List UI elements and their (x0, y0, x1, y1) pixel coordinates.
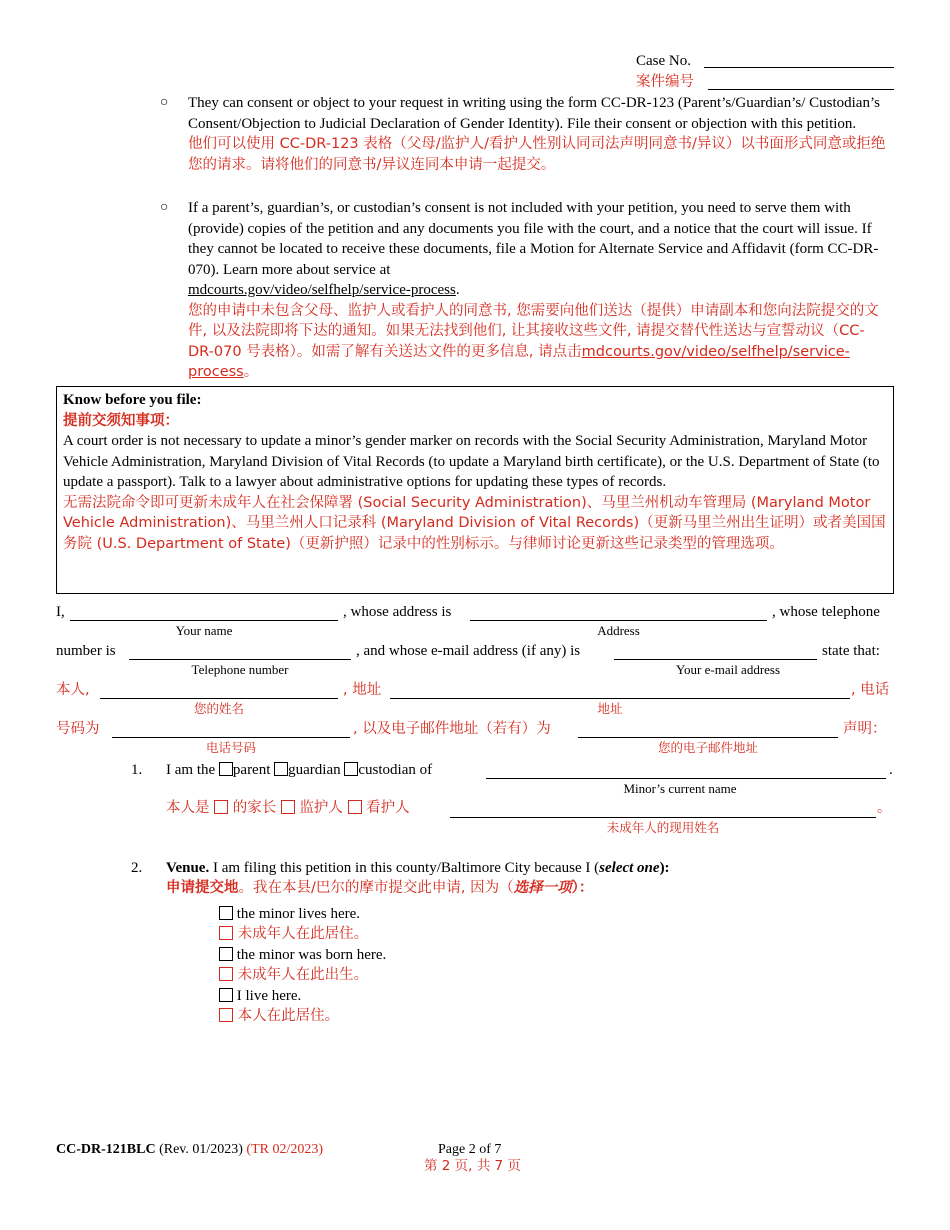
your-name-field-zh[interactable] (100, 698, 338, 699)
know-box-title: Know before you file: (63, 392, 202, 408)
know-before-you-file-box (56, 386, 894, 594)
your-name-caption-zh: 您的姓名 (193, 701, 244, 716)
bullet-service (188, 198, 888, 383)
number-is-label-zh: 号码为 (56, 721, 100, 737)
guardian-label: guardian (288, 762, 341, 778)
bullet-service-zh: 您的申请中未包含父母、监护人或看护人的同意书, 您需要向他们送达（提供）申请副本和您向法院提交的文件, 以及法院即将下达的通知。如果无法找到他们, 让其接收这些文件, 请提交替代性送达与宣誓动议（CC-DR-070 号表格）。如需了解有关送达文件的更多信息, 请点击mdcourts.gov/video/selfhelp/service-process。 (188, 302, 879, 380)
venue-label-zh: 申请提交地 (166, 880, 239, 896)
custodian-checkbox-zh[interactable] (348, 800, 362, 814)
state-that-label: state that: (822, 643, 880, 659)
address-caption-zh: 地址 (597, 701, 623, 716)
telephone-field[interactable] (129, 659, 351, 660)
minor-name-caption-zh: 未成年人的现用姓名 (606, 820, 720, 835)
venue-option-minor-lives (219, 905, 360, 924)
form-tr: (TR 02/2023) (246, 1142, 324, 1157)
item1-period-zh: 。 (877, 800, 892, 816)
number-is-label: number is (56, 643, 116, 659)
minor-born-label: the minor was born here. (236, 947, 387, 963)
custodian-label-zh: 看护人 (366, 800, 410, 816)
telephone-caption: Telephone number (191, 662, 289, 677)
minor-lives-checkbox[interactable] (219, 906, 233, 920)
your-name-caption: Your name (175, 623, 233, 638)
venue-option-i-live (219, 987, 301, 1006)
parent-checkbox-zh[interactable] (214, 800, 228, 814)
i-live-checkbox[interactable] (219, 988, 233, 1002)
whose-telephone-label: , whose telephone (772, 604, 880, 620)
case-no-field[interactable] (704, 67, 894, 68)
whose-address-label: , whose address is (343, 604, 452, 620)
guardian-label-zh: 监护人 (299, 800, 343, 816)
item1-row-zh (166, 799, 410, 818)
address-label-zh: , 地址 (343, 682, 382, 698)
parent-checkbox[interactable] (219, 762, 233, 776)
bullet-circle-icon: ○ (160, 95, 169, 110)
venue-question: Venue. I am filing this petition in this county/Baltimore City because I (select one): (166, 860, 670, 876)
bullet-consent-en: They can consent or object to your request in writing using the form CC-DR-123 (Parent’s/Guardian’s/ Custodian’s Consent/Objection to Judicial Declaration of Gender Identity). File their consent or objection with this petition. (188, 95, 880, 132)
form-id: CC-DR-121BLC (56, 1142, 156, 1157)
venue-option-i-live-zh (219, 1007, 339, 1026)
minor-name-field-zh[interactable] (450, 817, 876, 818)
and-email-label-zh: , 以及电子邮件地址（若有）为 (353, 721, 551, 737)
email-field-zh[interactable] (578, 737, 838, 738)
venue-option-minor-born (219, 946, 386, 965)
minor-lives-checkbox-zh[interactable] (219, 926, 233, 940)
i-label-zh: 本人, (56, 682, 90, 698)
page-number-zh: 第 2 页, 共 7 页 (424, 1158, 521, 1174)
address-field-zh[interactable] (390, 698, 850, 699)
i-live-label: I live here. (236, 988, 302, 1004)
and-email-label: , and whose e-mail address (if any) is (356, 643, 581, 659)
item1-number: 1. (131, 762, 143, 778)
case-no-label-zh: 案件编号 (636, 74, 694, 90)
bullet-consent (188, 93, 888, 175)
item1-period: . (889, 762, 893, 778)
form-rev: (Rev. 01/2023) (155, 1142, 247, 1157)
i-am-the-label-zh: 本人是 (166, 800, 210, 816)
minor-born-checkbox-zh[interactable] (219, 967, 233, 981)
address-caption: Address (597, 623, 640, 638)
select-one-label-zh: 选择一项 (513, 880, 572, 896)
venue-option-minor-lives-zh (219, 925, 368, 944)
minor-born-label-zh: 未成年人在此出生。 (237, 967, 369, 983)
i-live-label-zh: 本人在此居住。 (237, 1008, 340, 1024)
service-process-link-zh[interactable]: mdcourts.gov/video/selfhelp/service-process (188, 343, 850, 380)
i-live-checkbox-zh[interactable] (219, 1008, 233, 1022)
service-process-link[interactable]: mdcourts.gov/video/selfhelp/service-process (188, 282, 456, 298)
footer-form-id (56, 1140, 323, 1159)
minor-name-field[interactable] (486, 778, 886, 779)
email-caption: Your e-mail address (675, 662, 781, 677)
venue-option-minor-born-zh (219, 966, 368, 985)
email-caption-zh: 您的电子邮件地址 (657, 740, 758, 755)
bullet-service-en: If a parent’s, guardian’s, or custodian’s consent is not included with your petition, you need to serve them with (provide) copies of the petition and any documents you file with the court, and a notice that the court will issue. If they cannot be located to receive these documents, file a Motion for Alternate Service and Affidavit (form CC-DR-070). Learn more about service at mdcourts.gov/video/selfhelp/service-process. (188, 200, 879, 298)
minor-lives-label-zh: 未成年人在此居住。 (237, 926, 369, 942)
case-no-field-zh[interactable] (708, 89, 894, 90)
your-name-field[interactable] (70, 620, 338, 621)
telephone-field-zh[interactable] (112, 737, 350, 738)
item2-number: 2. (131, 860, 143, 876)
bullet-circle-icon: ○ (160, 200, 169, 215)
venue-question-zh: 申请提交地。我在本县/巴尔的摩市提交此申请, 因为（选择一项）： (166, 880, 594, 896)
know-box-title-zh: 提前交须知事项： (63, 412, 179, 429)
case-no-label: Case No. (636, 53, 691, 69)
minor-born-checkbox[interactable] (219, 947, 233, 961)
know-box-body-zh: 无需法院命令即可更新未成年人在社会保障署 (Social Security Administration)、马里兰州机动车管理局 (Maryland Motor Vehicle Administration)、马里兰州人口记录科 (Maryland Division of Vital Records)（更新马里兰州出生证明）或者美国国务院 (U.S. Department of State)（更新护照）记录中的性别标示。与律师讨论更新这些记录类型的管理选项。 (63, 494, 886, 552)
bullet-consent-zh: 他们可以使用 CC-DR-123 表格（父母/监护人/看护人性别认同司法声明同意书/异议）以书面形式同意或拒绝您的请求。请将他们的同意书/异议连同本申请一起提交。 (188, 136, 886, 173)
phone-label-zh: , 电话 (851, 682, 890, 698)
telephone-caption-zh: 电话号码 (205, 740, 256, 755)
address-field[interactable] (470, 620, 767, 621)
custodian-of-label: custodian of (358, 762, 433, 778)
state-label-zh: 声明： (843, 721, 887, 737)
i-label: I, (56, 604, 65, 620)
know-box-body: A court order is not necessary to update a minor’s gender marker on records with the Social Security Administration, Maryland Motor Vehicle Administration, Maryland Division of Vital Records (to update a Maryland birth certificate), or the U.S. Department of State (to update a passport). Talk to a lawyer about administrative options for updating these types of records. (63, 433, 880, 490)
email-field[interactable] (614, 659, 817, 660)
page-number: Page 2 of 7 (438, 1142, 502, 1157)
minor-name-caption: Minor’s current name (623, 781, 737, 796)
custodian-checkbox[interactable] (344, 762, 358, 776)
parent-label-zh: 的家长 (232, 800, 277, 816)
i-am-the-label: I am the (166, 762, 216, 778)
parent-label: parent (232, 762, 271, 778)
venue-label: Venue. (166, 860, 210, 876)
item1-row (166, 761, 432, 780)
guardian-checkbox[interactable] (274, 762, 288, 776)
guardian-checkbox-zh[interactable] (281, 800, 295, 814)
minor-lives-label: the minor lives here. (236, 906, 361, 922)
select-one-label: select one (599, 860, 660, 876)
